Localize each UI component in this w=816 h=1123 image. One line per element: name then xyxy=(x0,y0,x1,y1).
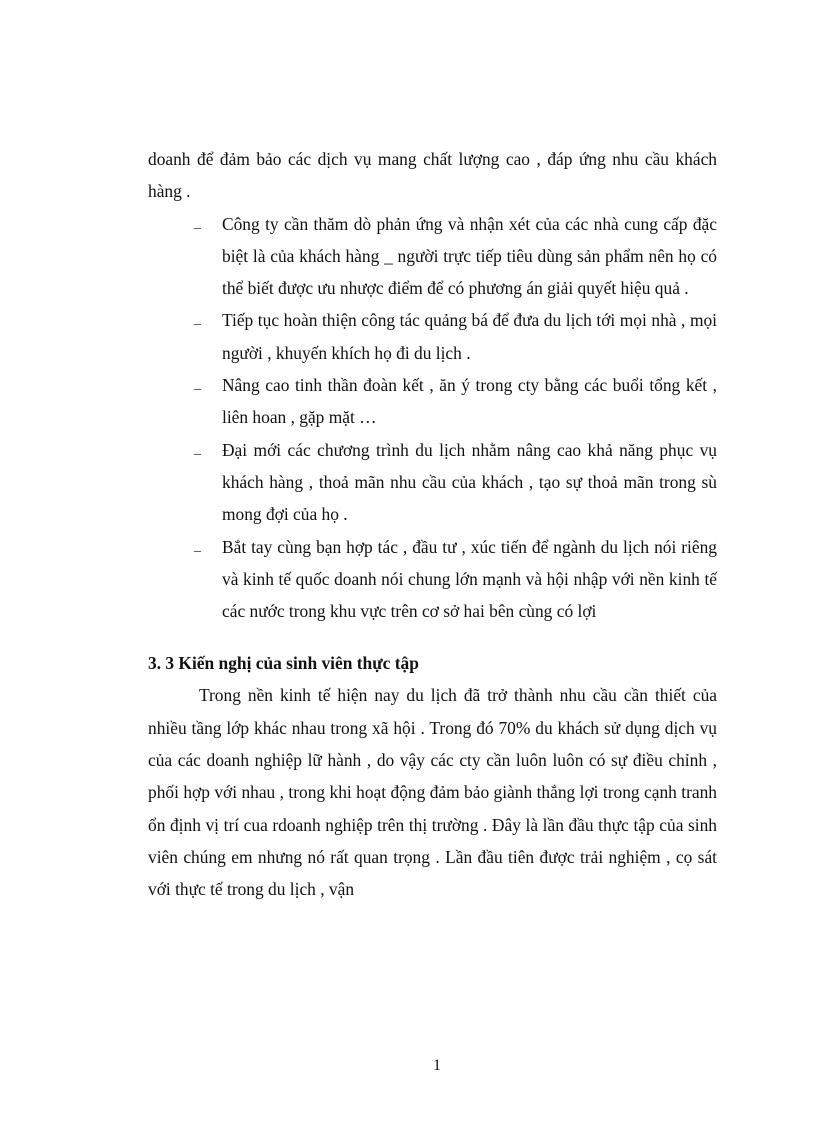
list-item xyxy=(148,304,717,369)
list-item-text: Bắt tay cùng bạn hợp tác , đầu tư , xúc tiến để ngành du lịch nói riêng và kinh tế quốc doanh nói chung lớn mạnh và hội nhập với nền kinh tế các nước trong khu vực trên cơ sở hai bên cùng có lợi xyxy=(222,536,717,622)
list-item-text: Tiếp tục hoàn thiện công tác quảng bá để đưa du lịch tới mọi nhà , mọi người , khuyến khích họ đi du lịch . xyxy=(222,310,717,363)
section-paragraph: Trong nền kinh tế hiện nay du lịch đã trở thành nhu cầu cần thiết của nhiều tầng lớp khác nhau trong xã hội . Trong đó 70% du khách sử dụng dịch vụ của các doanh nghiệp lữ hành , do vậy các cty cần luôn luôn có sự điều chỉnh , phối hợp với nhau , trong khi hoạt động đảm bảo giành thắng lợi trong cạnh tranh ổn định vị trí cua rdoanh nghiệp trên thị trường . Đây là lần đầu thực tập của sinh viên chúng em nhưng nó rất quan trọng . Lần đầu tiên được trải nghiệm , cọ sát với thực tế trong du lịch , vận xyxy=(148,685,717,900)
bullet-marker: _ xyxy=(194,377,201,393)
bullet-marker: _ xyxy=(194,215,201,231)
opening-paragraph: doanh để đảm bảo các dịch vụ mang chất lượng cao , đáp ứng nhu cầu khách hàng . xyxy=(148,149,717,202)
section-heading: 3. 3 Kiến nghị của sinh viên thực tập xyxy=(148,653,419,674)
page-content xyxy=(148,143,717,906)
list-item xyxy=(148,208,717,305)
list-item xyxy=(148,531,717,628)
list-item-text: Nâng cao tinh thần đoàn kết , ăn ý trong cty bằng các buổi tổng kết , liên hoan , gặp mặt … xyxy=(222,375,717,428)
list-item xyxy=(148,369,717,434)
list-item xyxy=(148,434,717,531)
bullet-marker: _ xyxy=(194,538,201,554)
page-number: 1 xyxy=(433,1057,441,1074)
list-item-text: Đại mới các chương trình du lịch nhằm nâng cao khả năng phục vụ khách hàng , thoả mãn nhu cầu của khách , tạo sự thoả mãn trong sù mong đợi của họ . xyxy=(222,439,717,525)
bullet-marker: _ xyxy=(194,312,201,328)
list-item-text: Công ty cần thăm dò phản ứng và nhận xét của các nhà cung cấp đặc biệt là của khách hàng _ người trực tiếp tiêu dùng sản phẩm nên họ có thể biết được ưu nhược điểm để có phương án giải quyết hiệu quả . xyxy=(222,213,717,299)
bullet-marker: _ xyxy=(194,441,201,457)
recommendation-list xyxy=(148,208,717,628)
